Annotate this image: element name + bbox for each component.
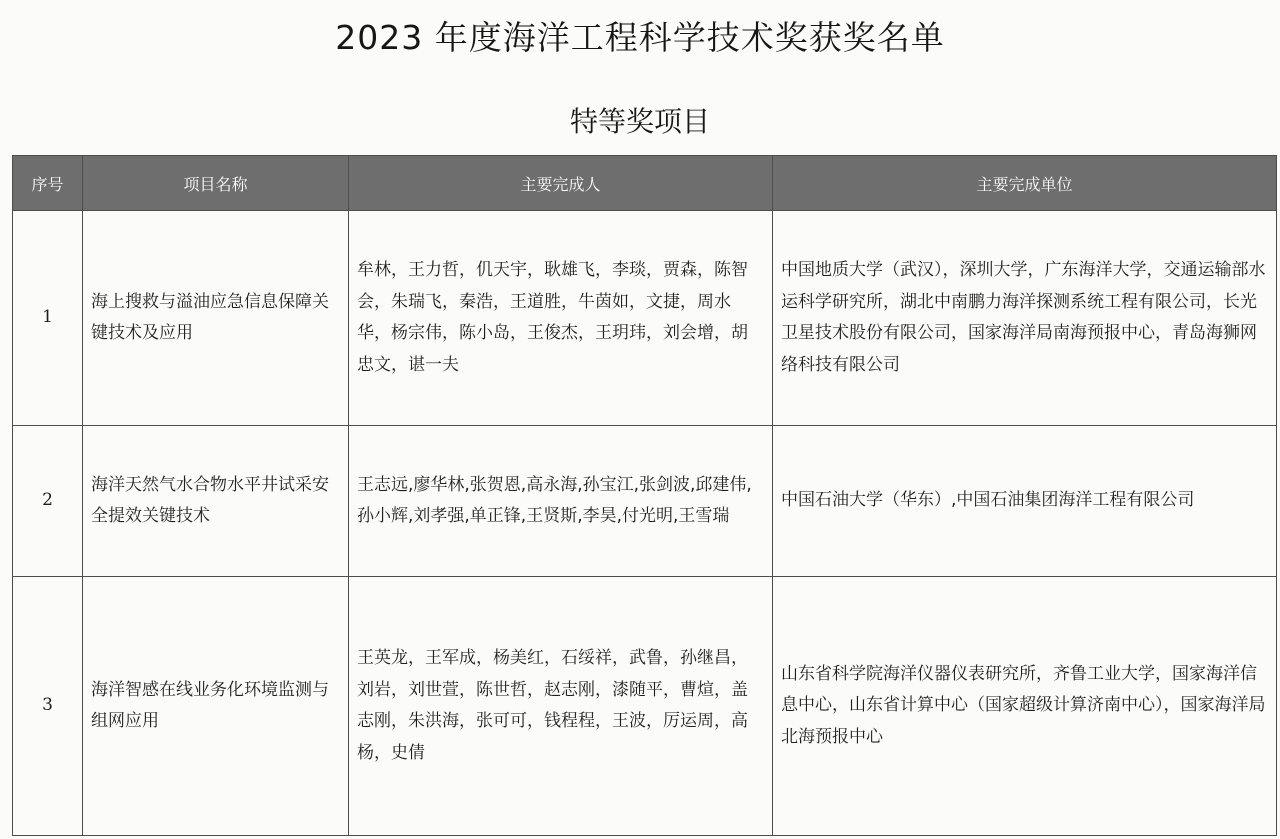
table-row bbox=[13, 211, 1277, 426]
row-units: 山东省科学院海洋仪器仪表研究所，齐鲁工业大学，国家海洋信息中心，山东省计算中心（国家超级计算济南中心），国家海洋局北海预报中心 bbox=[773, 577, 1277, 836]
row-seq: 2 bbox=[13, 426, 83, 577]
row-project-name: 海洋天然气水合物水平井试采安全提效关键技术 bbox=[83, 426, 349, 577]
header-main-contributors: 主要完成人 bbox=[349, 156, 773, 211]
award-table bbox=[12, 155, 1277, 836]
row-units: 中国地质大学（武汉），深圳大学，广东海洋大学，交通运输部水运科学研究所，湖北中南鹏力海洋探测系统工程有限公司，长光卫星技术股份有限公司，国家海洋局南海预报中心，青岛海狮网络科技有限公司 bbox=[773, 211, 1277, 426]
table-header-row bbox=[13, 156, 1277, 211]
document-title: 2023 年度海洋工程科学技术奖获奖名单 bbox=[335, 18, 945, 57]
section-title: 特等奖项目 bbox=[569, 105, 710, 138]
row-seq: 3 bbox=[13, 577, 83, 836]
table-row bbox=[13, 426, 1277, 577]
header-main-units: 主要完成单位 bbox=[773, 156, 1277, 211]
header-project-name: 项目名称 bbox=[83, 156, 349, 211]
row-contributors: 王志远,廖华林,张贺恩,高永海,孙宝江,张剑波,邱建伟,孙小辉,刘孝强,单正锋,王贤斯,李昊,付光明,王雪瑞 bbox=[349, 426, 773, 577]
row-contributors: 王英龙，王军成，杨美红，石绥祥，武鲁，孙继昌，刘岩，刘世萱，陈世哲，赵志刚，漆随平，曹煊，盖志刚，朱洪海，张可可，钱程程，王波，厉运周，高杨，史倩 bbox=[349, 577, 773, 836]
row-project-name: 海洋智感在线业务化环境监测与组网应用 bbox=[83, 577, 349, 836]
row-seq: 1 bbox=[13, 211, 83, 426]
row-contributors: 牟林，王力哲，仉天宇，耿雄飞，李琰，贾森，陈智会，朱瑞飞，秦浩，王道胜，牛茵如，文捷，周水华，杨宗伟，陈小岛，王俊杰，王玥玮，刘会增，胡忠文，谌一夫 bbox=[349, 211, 773, 426]
table-row bbox=[13, 577, 1277, 836]
header-seq: 序号 bbox=[13, 156, 83, 211]
row-units: 中国石油大学（华东）,中国石油集团海洋工程有限公司 bbox=[773, 426, 1277, 577]
row-project-name: 海上搜救与溢油应急信息保障关键技术及应用 bbox=[83, 211, 349, 426]
